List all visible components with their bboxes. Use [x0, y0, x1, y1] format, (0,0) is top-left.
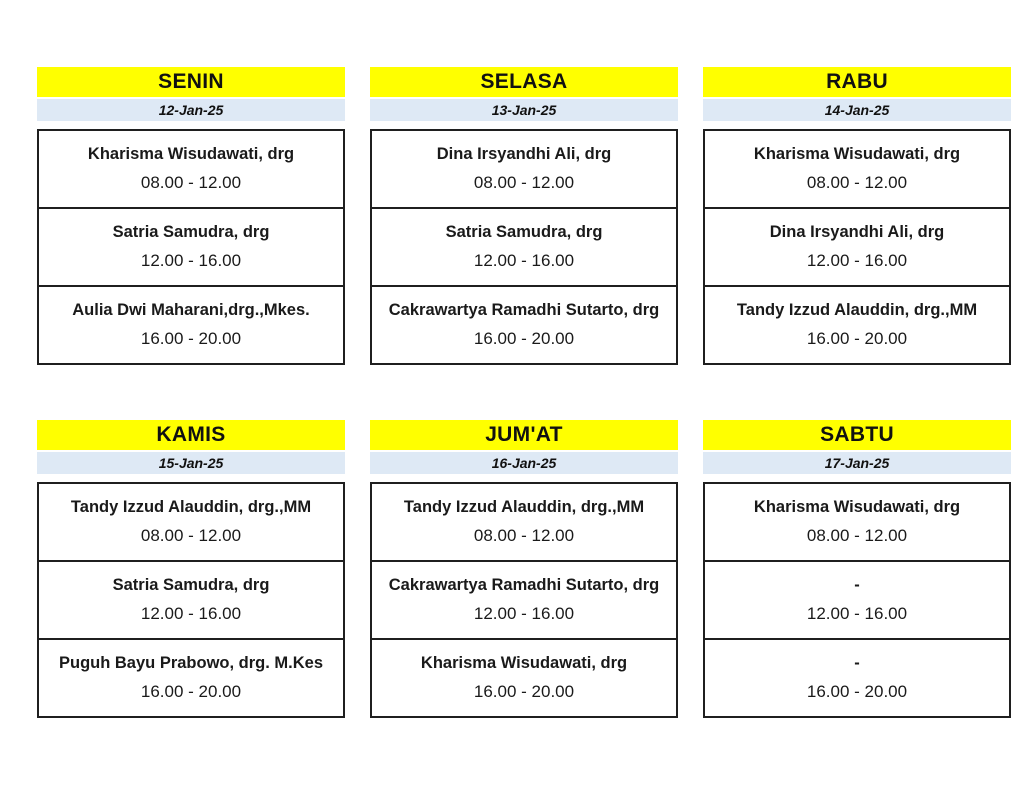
doctor-name: Dina Irsyandhi Ali, drg	[436, 145, 612, 164]
doctor-name: Tandy Izzud Alauddin, drg.,MM	[403, 498, 645, 517]
shift-cell	[39, 562, 343, 640]
doctor-name: Satria Samudra, drg	[445, 223, 603, 242]
day-header: RABU	[703, 67, 1011, 97]
doctor-name: Cakrawartya Ramadhi Sutarto, drg	[388, 576, 660, 595]
doctor-name: Kharisma Wisudawati, drg	[753, 145, 961, 164]
date-header: 14-Jan-25	[703, 99, 1011, 121]
shifts-box	[370, 129, 678, 365]
day-column-sabtu	[703, 420, 1011, 718]
doctor-name: -	[854, 576, 860, 595]
shift-cell	[39, 131, 343, 209]
shift-cell	[372, 131, 676, 209]
shift-cell	[372, 562, 676, 640]
day-header: SENIN	[37, 67, 345, 97]
day-column-jumat	[370, 420, 678, 718]
doctor-name: Cakrawartya Ramadhi Sutarto, drg	[388, 301, 660, 320]
doctor-name: Aulia Dwi Maharani,drg.,Mkes.	[72, 301, 310, 320]
shift-cell	[372, 640, 676, 716]
day-header: KAMIS	[37, 420, 345, 450]
shifts-box	[370, 482, 678, 718]
day-header: SABTU	[703, 420, 1011, 450]
shift-time: 16.00 - 20.00	[806, 681, 908, 701]
shift-cell	[705, 209, 1009, 287]
shifts-box	[703, 129, 1011, 365]
doctor-name: -	[854, 654, 860, 673]
shifts-box	[37, 482, 345, 718]
shift-time: 08.00 - 12.00	[473, 525, 575, 545]
day-column-rabu	[703, 67, 1011, 365]
shift-time: 08.00 - 12.00	[806, 525, 908, 545]
shift-time: 08.00 - 12.00	[806, 172, 908, 192]
shifts-box	[37, 129, 345, 365]
doctor-name: Tandy Izzud Alauddin, drg.,MM	[70, 498, 312, 517]
shifts-box	[703, 482, 1011, 718]
shift-time: 12.00 - 16.00	[473, 603, 575, 623]
day-column-senin	[37, 67, 345, 365]
shift-time: 16.00 - 20.00	[473, 681, 575, 701]
shift-cell	[372, 209, 676, 287]
shift-cell	[39, 640, 343, 716]
doctor-name: Tandy Izzud Alauddin, drg.,MM	[736, 301, 978, 320]
shift-time: 12.00 - 16.00	[140, 603, 242, 623]
schedule-grid	[37, 67, 1011, 718]
doctor-name: Puguh Bayu Prabowo, drg. M.Kes	[58, 654, 324, 673]
shift-cell	[372, 484, 676, 562]
shift-cell	[39, 287, 343, 363]
date-header: 17-Jan-25	[703, 452, 1011, 474]
shift-time: 12.00 - 16.00	[806, 603, 908, 623]
shift-time: 12.00 - 16.00	[473, 250, 575, 270]
doctor-name: Kharisma Wisudawati, drg	[753, 498, 961, 517]
shift-time: 08.00 - 12.00	[473, 172, 575, 192]
doctor-name: Kharisma Wisudawati, drg	[87, 145, 295, 164]
date-header: 13-Jan-25	[370, 99, 678, 121]
date-header: 12-Jan-25	[37, 99, 345, 121]
doctor-name: Satria Samudra, drg	[112, 223, 270, 242]
day-header: SELASA	[370, 67, 678, 97]
date-header: 15-Jan-25	[37, 452, 345, 474]
shift-time: 08.00 - 12.00	[140, 172, 242, 192]
shift-cell	[705, 484, 1009, 562]
shift-cell	[705, 131, 1009, 209]
day-column-kamis	[37, 420, 345, 718]
shift-cell	[39, 209, 343, 287]
shift-time: 12.00 - 16.00	[806, 250, 908, 270]
day-column-selasa	[370, 67, 678, 365]
doctor-name: Kharisma Wisudawati, drg	[420, 654, 628, 673]
shift-time: 12.00 - 16.00	[140, 250, 242, 270]
day-header: JUM'AT	[370, 420, 678, 450]
shift-time: 16.00 - 20.00	[140, 681, 242, 701]
shift-time: 16.00 - 20.00	[806, 328, 908, 348]
shift-cell	[705, 562, 1009, 640]
shift-time: 16.00 - 20.00	[140, 328, 242, 348]
shift-cell	[705, 287, 1009, 363]
date-header: 16-Jan-25	[370, 452, 678, 474]
doctor-name: Dina Irsyandhi Ali, drg	[769, 223, 945, 242]
shift-cell	[705, 640, 1009, 716]
shift-cell	[372, 287, 676, 363]
doctor-name: Satria Samudra, drg	[112, 576, 270, 595]
shift-time: 08.00 - 12.00	[140, 525, 242, 545]
shift-cell	[39, 484, 343, 562]
shift-time: 16.00 - 20.00	[473, 328, 575, 348]
